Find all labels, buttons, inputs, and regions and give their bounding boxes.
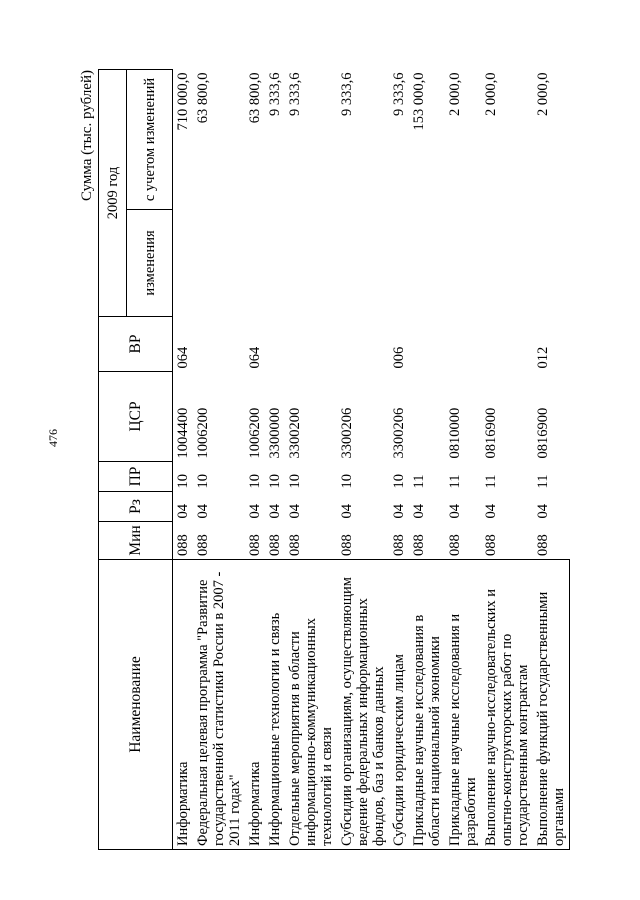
- cell-csr: 3300200: [287, 407, 303, 459]
- cell-vr: [409, 317, 445, 372]
- table-header: [99, 69, 173, 849]
- cell-name: Прикладные научные исследования в области национальной экономики: [409, 560, 445, 850]
- cell-name: Субсидии организациям, осуществляющим ведение федеральных информационных фондов, баз и банков данных: [337, 560, 389, 850]
- cell-pr: 10: [267, 474, 283, 489]
- cell-rz: 04: [447, 504, 463, 519]
- header-rz: Рз: [99, 492, 173, 522]
- table-row: [285, 69, 337, 849]
- cell-pr: 11: [483, 474, 499, 489]
- table-row: [389, 69, 409, 849]
- cell-min: 088: [447, 534, 463, 556]
- cell-with-changes: 9 333,6: [267, 72, 283, 116]
- cell-with-changes: 9 333,6: [287, 72, 303, 116]
- cell-csr: 0810000: [447, 407, 463, 459]
- cell-rz: 04: [339, 504, 355, 519]
- cell-vr: 064: [247, 346, 263, 369]
- cell-changes: [265, 210, 285, 317]
- table-row: [265, 69, 285, 849]
- budget-table: [98, 69, 570, 850]
- cell-name: Выполнение функций государственными органами: [533, 560, 570, 850]
- cell-rz: 04: [483, 504, 499, 519]
- cell-pr: 11: [411, 474, 427, 489]
- cell-vr: [193, 317, 245, 372]
- cell-rz: 04: [391, 504, 407, 519]
- cell-csr: 3300206: [391, 407, 407, 459]
- cell-pr: 11: [535, 474, 551, 489]
- cell-pr: 10: [247, 474, 263, 489]
- cell-pr: 10: [175, 474, 191, 489]
- cell-rz: 04: [247, 504, 263, 519]
- cell-pr: 10: [195, 474, 211, 489]
- header-pr: ПР: [99, 462, 173, 492]
- cell-vr: 012: [535, 346, 551, 369]
- table-row: [337, 69, 389, 849]
- cell-csr: 3300000: [267, 407, 283, 459]
- cell-changes: [445, 210, 481, 317]
- cell-min: 088: [535, 534, 551, 556]
- cell-name: Субсидии юридическим лицам: [389, 560, 409, 850]
- cell-rz: 04: [267, 504, 283, 519]
- header-with-changes: с учетом изменений: [127, 69, 173, 209]
- cell-name: Прикладные научные исследования и разработки: [445, 560, 481, 850]
- cell-changes: [173, 210, 194, 317]
- header-changes: изменения: [127, 210, 173, 317]
- rotated-page-content: [79, 70, 598, 850]
- cell-csr: 1004400: [175, 407, 191, 459]
- cell-changes: [409, 210, 445, 317]
- cell-min: 088: [175, 534, 191, 556]
- cell-min: 088: [195, 534, 211, 556]
- cell-vr: [481, 317, 533, 372]
- cell-changes: [285, 210, 337, 317]
- cell-pr: 11: [447, 474, 463, 489]
- cell-name: Информатика: [245, 560, 265, 850]
- cell-with-changes: 9 333,6: [391, 72, 407, 116]
- cell-with-changes: 710 000,0: [175, 72, 191, 131]
- table-body: [173, 69, 570, 849]
- cell-csr: 0816900: [535, 407, 551, 459]
- table-row: [245, 69, 265, 849]
- table-row: [533, 69, 570, 849]
- cell-csr: 3300206: [339, 407, 355, 459]
- header-csr: ЦСР: [99, 372, 173, 462]
- cell-rz: 04: [535, 504, 551, 519]
- cell-csr: 1006200: [195, 407, 211, 459]
- cell-vr: [265, 317, 285, 372]
- cell-with-changes: 9 333,6: [339, 72, 355, 116]
- header-min: Мин: [99, 522, 173, 560]
- cell-min: 088: [391, 534, 407, 556]
- header-year: 2009 год: [99, 69, 127, 316]
- cell-name: Выполнение научно-исследовательских и опытно-конструкторских работ по государственным контрактам: [481, 560, 533, 850]
- cell-name: Отдельные мероприятия в области информационно-коммуникационных технологий и связи: [285, 560, 337, 850]
- cell-with-changes: 63 800,0: [247, 72, 263, 124]
- table-row: [173, 69, 194, 849]
- cell-vr: 006: [391, 346, 407, 369]
- cell-changes: [389, 210, 409, 317]
- cell-vr: [285, 317, 337, 372]
- cell-vr: [445, 317, 481, 372]
- cell-rz: 04: [411, 504, 427, 519]
- cell-csr: 1006200: [247, 407, 263, 459]
- cell-name: Федеральная целевая программа "Развитие государственной статистики России в 2007 - 2011 годах": [193, 560, 245, 850]
- cell-with-changes: 2 000,0: [447, 72, 463, 116]
- cell-with-changes: 153 000,0: [411, 72, 427, 131]
- cell-min: 088: [267, 534, 283, 556]
- cell-with-changes: 2 000,0: [483, 72, 499, 116]
- cell-name: Информационные технологии и связь: [265, 560, 285, 850]
- cell-pr: 10: [287, 474, 303, 489]
- cell-with-changes: 63 800,0: [195, 72, 211, 124]
- cell-name: Информатика: [173, 560, 194, 850]
- cell-vr: 064: [175, 346, 191, 369]
- table-row: [193, 69, 245, 849]
- cell-rz: 04: [175, 504, 191, 519]
- cell-min: 088: [411, 534, 427, 556]
- cell-changes: [193, 210, 245, 317]
- header-vr: ВР: [99, 317, 173, 372]
- cell-changes: [337, 210, 389, 317]
- cell-changes: [533, 210, 570, 317]
- units-caption: Сумма (тыс. рублей): [79, 70, 95, 202]
- cell-vr: [337, 317, 389, 372]
- cell-min: 088: [339, 534, 355, 556]
- cell-csr: [409, 372, 445, 462]
- cell-changes: [481, 210, 533, 317]
- header-name: Наименование: [99, 560, 173, 850]
- cell-pr: 10: [391, 474, 407, 489]
- cell-rz: 04: [195, 504, 211, 519]
- cell-csr: 0816900: [483, 407, 499, 459]
- table-row: [445, 69, 481, 849]
- cell-min: 088: [483, 534, 499, 556]
- table-row: [481, 69, 533, 849]
- page-number: 476: [46, 429, 60, 447]
- cell-rz: 04: [287, 504, 303, 519]
- cell-changes: [245, 210, 265, 317]
- cell-min: 088: [247, 534, 263, 556]
- table-row: [409, 69, 445, 849]
- cell-pr: 10: [339, 474, 355, 489]
- cell-with-changes: 2 000,0: [535, 72, 551, 116]
- cell-min: 088: [287, 534, 303, 556]
